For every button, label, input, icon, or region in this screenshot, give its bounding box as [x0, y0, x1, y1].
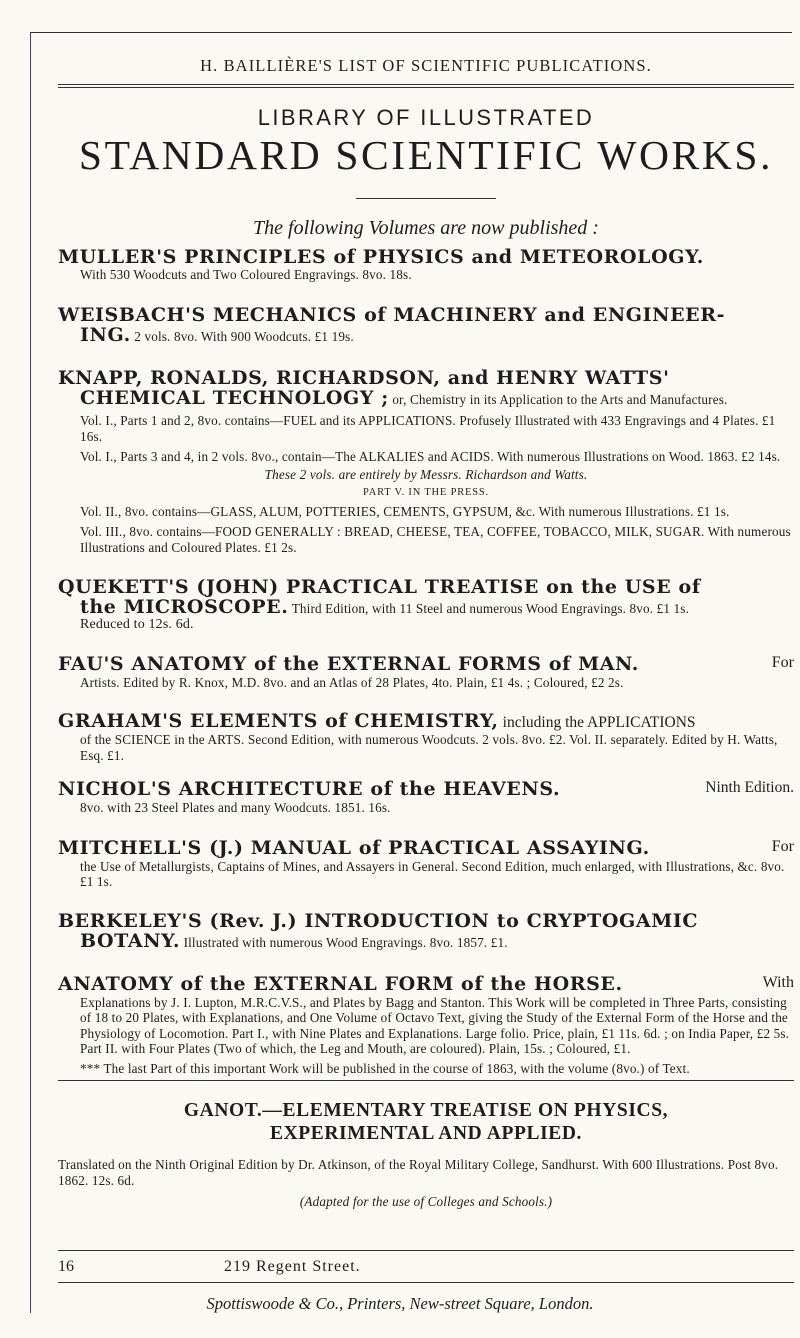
- main-title: STANDARD SCIENTIFIC WORKS.: [78, 132, 774, 178]
- entry-heading: QUEKETT'S (JOHN) PRACTICAL TREATISE on the USE of: [58, 576, 701, 599]
- entry-heading-after: including the APPLICATIONS: [502, 714, 696, 732]
- entry-heading: BERKELEY'S (Rev. J.) INTRODUCTION to CRYPTOGAMIC: [58, 909, 699, 932]
- entry-heading-line: [58, 838, 794, 859]
- entry-heading: NICHOL'S ARCHITECTURE of the HEAVENS.: [58, 778, 561, 801]
- entry-heading-after: For: [771, 653, 794, 671]
- entry-body: or, Chemistry in its Application to the Arts and Manufactures.: [392, 392, 728, 408]
- ganot-title-line1: GANOT.—ELEMENTARY TREATISE ON PHYSICS,: [183, 1100, 669, 1122]
- entry-heading-line: [58, 711, 794, 732]
- entry-heading-after: Ninth Edition.: [705, 779, 794, 797]
- entry-note: These 2 vols. are entirely by Messrs. Richardson and Watts.: [264, 466, 588, 482]
- entry-volume: Vol. I., Parts 3 and 4, in 2 vols. 8vo., contain—The ALKALIES and ACIDS. With numerous Illustrations on Wood. 1863. £2 14s.: [80, 449, 781, 465]
- entry-knapp: [58, 368, 794, 555]
- entry-mitchell: [58, 838, 794, 890]
- entry-heading: ANATOMY of the EXTERNAL FORM of the HORSE.: [58, 972, 623, 995]
- entry-body: 8vo. with 23 Steel Plates and many Woodcuts. 1851. 16s.: [80, 800, 391, 816]
- entry-heading-line: [58, 654, 794, 675]
- entry-body: Artists. Edited by R. Knox, M.D. 8vo. and an Atlas of 28 Plates, 4to. Plain, £1 4s. ; Coloured, £2 2s.: [80, 674, 624, 690]
- running-header: H. BAILLIÈRE'S LIST OF SCIENTIFIC PUBLICATIONS.: [200, 56, 652, 75]
- page-content: [58, 56, 794, 1210]
- entry-body: Illustrated with numerous Wood Engravings. 8vo. 1857. £1.: [183, 934, 508, 950]
- footer-rule-top: [58, 1250, 794, 1251]
- entry-heading: WEISBACH'S MECHANICS of MACHINERY and ENGINEER-: [58, 304, 726, 327]
- entry-nichol: [58, 779, 794, 816]
- ganot-title-line2: EXPERIMENTAL AND APPLIED.: [269, 1123, 583, 1145]
- entry-body: Explanations by J. I. Lupton, M.R.C.V.S., and Plates by Bagg and Stanton. This Work will be completed in Three Parts, consisting of 18 to 20 Plates, with Explanations, and One Volume of Octavo Text, giving the Study of the External Form of the Horse and the Physiology of Locomotion. Part I., with Nine Plates and Explanations. Large folio. Price, plain, £1 11s. 6d. ; on India Paper, £2 5s. Part II. with Four Plates (Two of which, the Leg and Mouth, are coloured). Plain, 15s. ; Coloured, £1.: [80, 994, 790, 1057]
- entry-quekett: [58, 577, 794, 633]
- page-number: 16: [58, 1258, 74, 1275]
- entry-heading: MITCHELL'S (J.) MANUAL of PRACTICAL ASSAYING.: [58, 836, 650, 859]
- entry-reduced-text: Reduced to 12s. 6d.: [80, 617, 194, 633]
- entry-body-line: [58, 597, 794, 617]
- entry-heading: FAU'S ANATOMY of the EXTERNAL FORMS of MAN.: [58, 652, 640, 675]
- entry-berkeley: [58, 911, 794, 951]
- entry-heading: MULLER'S PRINCIPLES of PHYSICS and METEOROLOGY.: [58, 245, 704, 268]
- entry-volume: Vol. I., Parts 1 and 2, 8vo. contains—FUEL and its APPLICATIONS. Profusely Illustrated with 433 Engravings and 4 Plates. £1 16s.: [80, 413, 776, 444]
- entry-graham: [58, 711, 794, 763]
- entry-body: the Use of Metallurgists, Captains of Mines, and Assayers in General. Second Edition, much enlarged, with Illustrations, &c. 8vo. £1 1s.: [80, 858, 785, 890]
- footer: [58, 1258, 794, 1282]
- entry-weisbach: [58, 305, 794, 345]
- entry-press: PART V. IN THE PRESS.: [363, 487, 489, 499]
- entry-heading: GRAHAM'S ELEMENTS of CHEMISTRY,: [58, 710, 499, 733]
- entry-heading-tail: the MICROSCOPE.: [80, 596, 289, 619]
- entry-heading-after: For: [771, 837, 794, 855]
- entry-volume: Vol. III., 8vo. contains—FOOD GENERALLY : BREAD, CHEESE, TEA, COFFEE, TOBACCO, MILK, SUGAR. With numerous Illustrations and Coloured Plates. £1 2s.: [80, 524, 791, 555]
- printer-imprint: Spottiswoode & Co., Printers, New-street Square, London.: [206, 1294, 594, 1313]
- footer-address: 219 Regent Street.: [224, 1258, 361, 1275]
- entry-heading-tail: ING.: [80, 324, 131, 347]
- entry-volume: Vol. II., 8vo. contains—GLASS, ALUM, POTTERIES, CEMENTS, GYPSUM, &c. With numerous Illustrations. £1 1s.: [80, 503, 730, 519]
- subtitle: The following Volumes are now published :: [253, 216, 599, 239]
- entry-reduced: [58, 617, 794, 633]
- entry-body: 2 vols. 8vo. With 900 Woodcuts. £1 19s.: [134, 329, 354, 345]
- entry-muller: [58, 247, 794, 283]
- footer-rule-bottom: [58, 1282, 794, 1283]
- entry-body: of the SCIENCE in the ARTS. Second Edition, with numerous Woodcuts. 2 vols. 8vo. £2. Vol. II. separately. Edited by H. Watts, Esq. £1.: [80, 732, 778, 763]
- entry-horse: [58, 974, 794, 1077]
- header-rule: [58, 84, 794, 88]
- entry-heading-after: With: [762, 973, 794, 991]
- entry-body: Third Edition, with 11 Steel and numerous Wood Engravings. 8vo. £1 1s.: [291, 601, 690, 617]
- ganot-body: Translated on the Ninth Original Edition by Dr. Atkinson, of the Royal Military College, Sandhurst. With 600 Illustrations. Post 8vo. 1862. 12s. 6d.: [58, 1157, 779, 1188]
- entry-body-line: [58, 388, 794, 408]
- entry-heading-tail: CHEMICAL TECHNOLOGY ;: [80, 387, 389, 410]
- entry-fau: [58, 654, 794, 691]
- library-title: LIBRARY OF ILLUSTRATED: [257, 105, 595, 130]
- entry-footnote: *** The last Part of this important Work will be published in the course of 1863, with the volume (8vo.) of Text.: [80, 1060, 690, 1076]
- entry-ganot: [58, 1099, 794, 1210]
- entry-body-line: [58, 325, 794, 345]
- entry-body: With 530 Woodcuts and Two Coloured Engravings. 8vo. 18s.: [80, 266, 412, 282]
- entry-heading: KNAPP, RONALDS, RICHARDSON, and HENRY WATTS': [58, 367, 670, 390]
- entry-heading-line: [58, 974, 794, 995]
- title-rule: [356, 198, 496, 199]
- entry-heading-tail: BOTANY.: [80, 929, 181, 952]
- ganot-note: (Adapted for the use of Colleges and Schools.): [299, 1194, 553, 1210]
- entry-body-line: [58, 931, 794, 951]
- entry-heading-line: [58, 779, 794, 800]
- ganot-rule: [58, 1080, 794, 1081]
